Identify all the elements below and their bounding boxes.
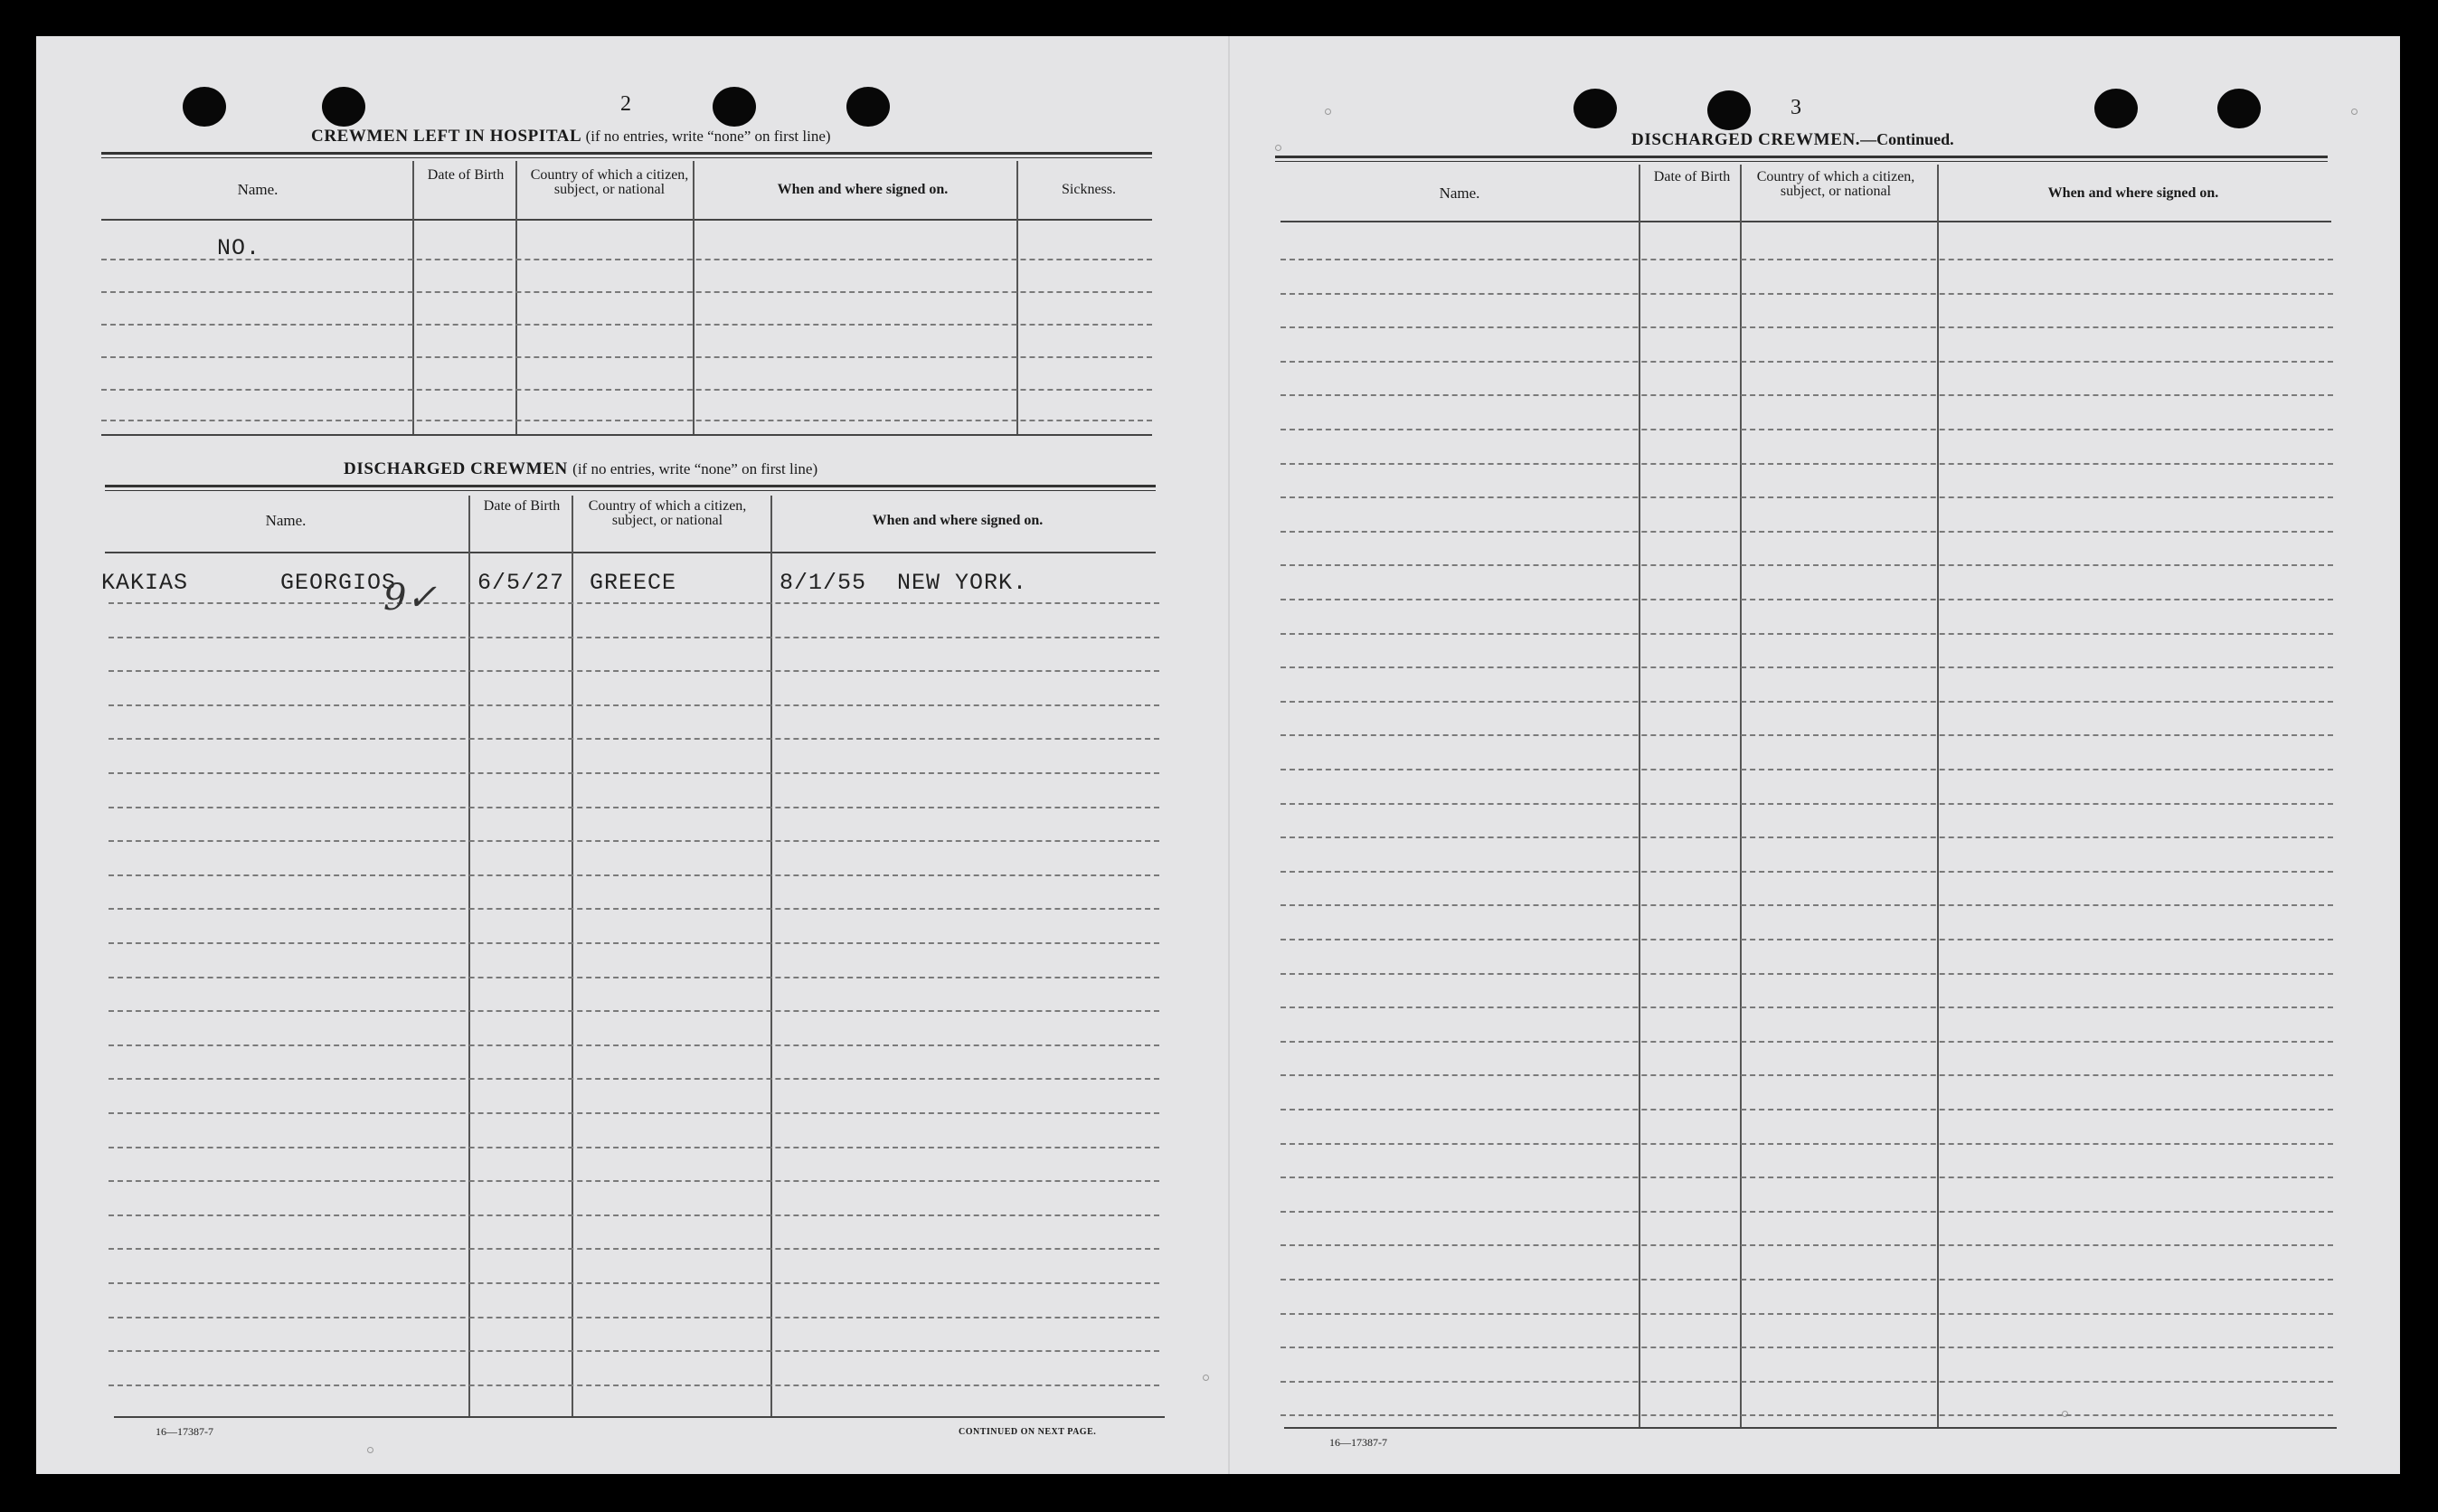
entry-line <box>109 942 1159 944</box>
entry-line <box>1280 394 2333 396</box>
hospital-entry-line <box>101 356 1152 358</box>
page-number: 3 <box>1791 96 1801 119</box>
hospital-header-signed-on: When and where signed on. <box>777 182 949 197</box>
discharged-instruction: (if no entries, write “none” on first line) <box>572 460 818 477</box>
entry-line <box>109 704 1159 706</box>
entry-line <box>1280 666 2333 668</box>
entry-line <box>109 1214 1159 1216</box>
hospital-instruction: (if no entries, write “none” on first line) <box>585 128 831 145</box>
entry-line <box>1280 1313 2333 1315</box>
hospital-col-divider <box>412 161 414 436</box>
hospital-entry-line <box>101 291 1152 293</box>
entry-line <box>109 738 1159 740</box>
entry-line <box>1280 1041 2333 1043</box>
entry-line <box>1280 1414 2333 1416</box>
entry-line <box>109 670 1159 672</box>
right-header-name: Name. <box>1439 184 1480 202</box>
entry-line <box>109 1350 1159 1352</box>
right-section-title <box>1631 130 1954 150</box>
entry-line <box>1280 836 2333 838</box>
entry-line <box>1280 1006 2333 1008</box>
document-sheet <box>36 36 2400 1474</box>
punch-hole <box>713 87 756 127</box>
discharged-top-rule <box>105 485 1156 491</box>
hospital-entry-line <box>101 389 1152 391</box>
entry-line <box>1280 701 2333 703</box>
hospital-header-sickness: Sickness. <box>1062 182 1116 197</box>
punch-hole <box>846 87 890 127</box>
entry-line <box>109 1282 1159 1284</box>
hospital-header-name: Name. <box>237 181 279 198</box>
hospital-title-text: CREWMEN LEFT IN HOSPITAL <box>311 127 581 146</box>
entry-line <box>1280 871 2333 873</box>
punch-hole <box>1707 90 1751 130</box>
continued-note: CONTINUED ON NEXT PAGE. <box>959 1427 1097 1437</box>
entry-line <box>1280 599 2333 600</box>
entry-line <box>1280 973 2333 975</box>
discharged-bottom-rule <box>114 1416 1165 1418</box>
crewman-country: GREECE <box>590 570 677 596</box>
form-number: 16—17387-7 <box>1329 1436 1387 1449</box>
discharged-section-title <box>344 459 817 479</box>
entry-line <box>109 908 1159 910</box>
right-header-country: Country of which a citizen, subject, or national <box>1756 169 1915 199</box>
crewman-surname: KAKIAS <box>101 570 189 596</box>
entry-line <box>1280 564 2333 566</box>
entry-line <box>109 637 1159 638</box>
entry-line <box>1280 326 2333 328</box>
discharged-header-dob: Date of Birth <box>483 498 561 514</box>
entry-line <box>109 772 1159 774</box>
hospital-col-divider <box>693 161 695 436</box>
discharged-col-divider <box>770 496 772 1418</box>
entry-line <box>1280 1347 2333 1348</box>
entry-line <box>109 1078 1159 1080</box>
entry-line <box>109 1248 1159 1250</box>
right-top-rule <box>1275 156 2328 162</box>
entry-line <box>109 1384 1159 1386</box>
entry-line <box>109 1317 1159 1318</box>
entry-line <box>1280 904 2333 906</box>
right-header-dob: Date of Birth <box>1653 169 1731 184</box>
entry-line <box>109 1112 1159 1114</box>
entry-line <box>109 1180 1159 1182</box>
punch-hole <box>183 87 226 127</box>
speck <box>1203 1375 1209 1381</box>
entry-line <box>109 1044 1159 1046</box>
entry-line <box>1280 803 2333 805</box>
discharged-title-text: DISCHARGED CREWMEN <box>344 459 568 478</box>
entry-line <box>109 840 1159 842</box>
right-title-text: DISCHARGED CREWMEN. <box>1631 130 1861 149</box>
hospital-col-divider <box>515 161 517 436</box>
discharged-header-signed-on: When and where signed on. <box>872 513 1044 528</box>
hospital-header-dob: Date of Birth <box>427 167 505 183</box>
right-title-suffix: —Continued. <box>1860 130 1954 148</box>
right-header-signed-on: When and where signed on. <box>2047 185 2219 201</box>
entry-line <box>1280 1244 2333 1246</box>
discharged-header-rule <box>105 552 1156 553</box>
page-number: 2 <box>620 92 631 116</box>
entry-line <box>109 874 1159 876</box>
entry-line <box>1280 633 2333 635</box>
entry-line <box>1280 1074 2333 1076</box>
right-header-rule <box>1280 221 2331 222</box>
entry-line <box>1280 361 2333 363</box>
entry-line <box>1280 769 2333 770</box>
entry-line <box>1280 1177 2333 1178</box>
entry-line <box>1280 429 2333 430</box>
handwritten-mark: 9✓ <box>383 577 437 619</box>
entry-line <box>1280 1109 2333 1110</box>
entry-line <box>109 1147 1159 1148</box>
entry-line <box>1280 259 2333 260</box>
discharged-col-divider <box>572 496 573 1418</box>
crewman-date-of-birth: 6/5/27 <box>477 570 565 596</box>
speck <box>1275 145 1281 151</box>
entry-line <box>1280 939 2333 940</box>
entry-line <box>1280 1143 2333 1145</box>
form-number: 16—17387-7 <box>156 1425 213 1438</box>
speck <box>1325 109 1331 115</box>
entry-line <box>1280 463 2333 465</box>
entry-line <box>1280 1211 2333 1213</box>
crewman-signed-on-date: 8/1/55 <box>780 570 867 596</box>
entry-line <box>1280 734 2333 736</box>
entry-line <box>1280 293 2333 295</box>
hospital-entry-line <box>101 420 1152 421</box>
crewman-signed-on-place: NEW YORK. <box>897 570 1028 596</box>
hospital-top-rule <box>101 152 1152 158</box>
punch-hole <box>1573 89 1617 128</box>
hospital-section-title <box>311 127 831 146</box>
right-col-divider <box>1639 165 1640 1429</box>
hospital-header-country: Country of which a citizen, subject, or national <box>530 167 689 197</box>
entry-line <box>109 602 1159 604</box>
hospital-col-divider <box>1016 161 1018 436</box>
discharged-header-name: Name. <box>265 512 307 529</box>
right-col-divider <box>1937 165 1939 1429</box>
discharged-header-country: Country of which a citizen, subject, or national <box>588 498 747 528</box>
entry-line <box>109 807 1159 808</box>
entry-line <box>1280 531 2333 533</box>
right-bottom-rule <box>1284 1427 2337 1429</box>
discharged-col-divider <box>468 496 470 1418</box>
page-fold <box>1228 36 1230 1474</box>
hospital-bottom-rule <box>101 434 1152 436</box>
right-col-divider <box>1740 165 1742 1429</box>
entry-line <box>109 977 1159 978</box>
entry-line <box>1280 1279 2333 1280</box>
speck <box>2351 109 2358 115</box>
speck <box>367 1447 373 1453</box>
punch-hole <box>322 87 365 127</box>
punch-hole <box>2217 89 2261 128</box>
hospital-entry-name: NO. <box>217 235 261 261</box>
entry-line <box>1280 496 2333 498</box>
punch-hole <box>2094 89 2138 128</box>
hospital-header-rule <box>101 219 1152 221</box>
entry-line <box>1280 1381 2333 1383</box>
hospital-entry-line <box>101 324 1152 326</box>
entry-line <box>109 1010 1159 1012</box>
crewman-given-name: GEORGIOS <box>280 570 397 596</box>
